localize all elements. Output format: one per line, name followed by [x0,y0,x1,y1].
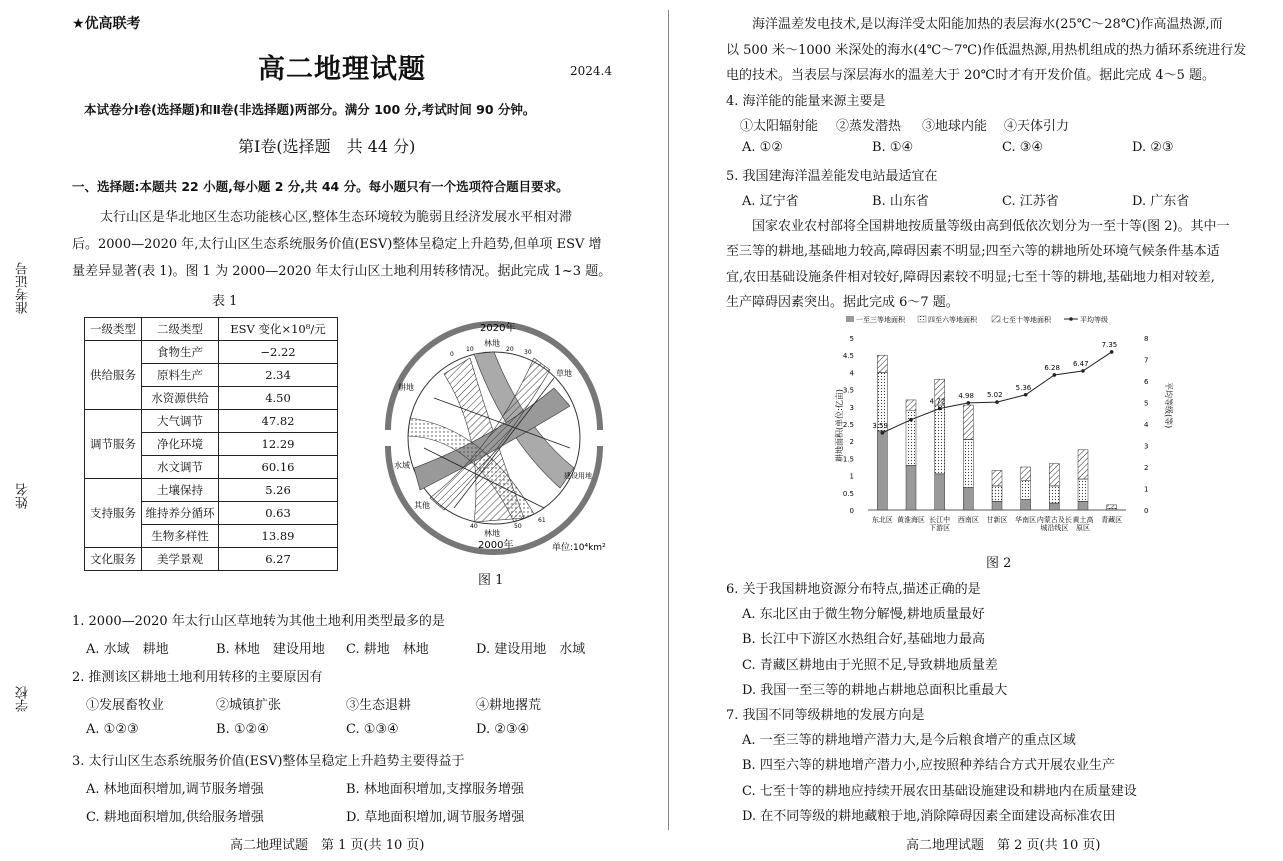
avg-grade-point [881,431,885,435]
fig1-label-forest-bottom: 林地 [484,529,500,538]
bar-segment [877,355,887,372]
q2-item: ①发展畜牧业 [86,698,165,713]
bar-segment [963,488,973,510]
x-tick-label: 内蒙古及长城沿线区 [1036,516,1072,532]
y-tick-left: 1.5 [842,455,854,464]
q1-option-b: B. 林地 建设用地 [216,642,325,657]
q2-option-b: B. ①②④ [216,722,269,737]
q4-option-d: D. ②③ [1132,140,1174,155]
data-label: 5.02 [987,391,1003,400]
q5-option-d: D. 广东省 [1132,194,1190,209]
fig1-unit: 单位:10⁴km² [552,543,606,553]
avg-grade-point [1053,373,1057,377]
table-row [85,410,338,433]
passage2-line: 至三等的耕地,基础地力较高,障碍因素不明显;四至六等的耕地所处环境气候条件基本适 [726,244,1220,259]
table-group: 供给服务 [85,341,142,410]
table-group: 支持服务 [85,479,142,548]
legend-marker [1069,317,1073,321]
y-axis-label-left: 耕地面积(单位:亿亩) [835,389,844,462]
side-label-school: 学校 [16,686,31,712]
q3-option-b: B. 林地面积增加,支撑服务增强 [346,782,524,797]
data-label: 7.35 [1101,340,1118,349]
y-axis-label-right: 平均等级(等) [1164,382,1173,429]
q1-stem: 1. 2000—2020 年太行山区草地转为其他土地利用类型最多的是 [72,614,445,629]
q3-option-c: C. 耕地面积增加,供给服务增强 [86,810,264,825]
bar-segment [1021,500,1031,510]
y-tick-right: 6 [1144,378,1149,386]
y-tick-left: 2 [849,438,854,447]
passage2-line: 国家农业农村部将全国耕地按质量等级由高到低依次划分为一至十等(图 2)。其中一 [752,219,1230,234]
passage2-line: 宜,农田基础设施条件相对较好,障碍因素较不明显;七至十等的耕地,基础地力相对较差, [726,270,1215,285]
table-group: 文化服务 [85,548,142,571]
q7-option-b: B. 四至六等的耕地增产潜力小,应按照种养结合方式开展农业生产 [742,758,1115,773]
bar-segment [1078,450,1088,479]
side-label-exam-id: 准考证号 [16,262,31,314]
table-row [85,548,338,571]
intro-line: 以 500 米～1000 米深处的海水(4℃～7℃)作低温热源,用热机组成的热力循环系统进行发 [726,43,1247,58]
table-cell: 生物多样性 [142,525,219,548]
data-label: 6.28 [1044,363,1060,372]
bar-segment [1021,467,1031,481]
q6-option-b: B. 长江中下游区水热组合好,基础地力最高 [742,632,985,647]
table-cell: 12.29 [219,433,338,456]
q2-option-d: D. ②③④ [476,722,530,737]
table-cell: 6.27 [219,548,338,571]
table-cell: 47.82 [219,410,338,433]
bar-segment [935,405,945,474]
table-cell: 食物生产 [142,341,219,364]
y-tick-left: 3.5 [842,386,854,395]
fig1-label-farmland: 耕地 [398,383,414,392]
avg-grade-point [909,418,913,422]
q2-item: ②城镇扩张 [216,698,282,713]
data-label: 6.47 [1073,359,1089,368]
y-tick-right: 5 [1144,399,1149,408]
y-tick-right: 8 [1144,335,1149,343]
avg-grade-point [967,401,971,405]
table-header-row [85,318,338,341]
table-header: 二级类型 [142,318,219,341]
q6-stem: 6. 关于我国耕地资源分布特点,描述正确的是 [726,582,981,597]
bar-segment [992,501,1002,510]
chart-legend [846,315,1108,324]
q6-option-d: D. 我国一至三等的耕地占耕地总面积比重最大 [742,683,1008,698]
table-caption: 表 1 [212,294,238,309]
table-row [85,479,338,502]
y-tick-left: 3 [849,403,854,412]
fig1-label-forest-top: 林地 [484,339,500,348]
avg-grade-point [938,407,942,411]
exam-date: 2024.4 [570,64,612,78]
q1-option-d: D. 建设用地 水域 [476,642,586,657]
q4-item: ①太阳辐射能 [740,119,819,134]
q7-option-c: C. 七至十等的耕地应持续开展农田基础设施建设和耕地内在质量建设 [742,784,1137,799]
passage-line: 太行山区是华北地区生态功能核心区,整体生态环境较为脆弱且经济发展水平相对滞 [100,210,573,225]
q4-item: ②蒸发潜热 [836,119,902,134]
section-title: 第Ⅰ卷(选择题 共 44 分) [238,137,416,156]
passage2-line: 生产障碍因素突出。据此完成 6～7 题。 [726,295,959,310]
avg-grade-point [1110,350,1114,354]
table-cell: 维持养分循环 [142,502,219,525]
q7-option-a: A. 一至三等的耕地增产潜力大,是今后粮食增产的重点区域 [742,733,1076,748]
x-tick-label: 华南区 [1015,516,1037,524]
fig1-top-year: 2020年 [480,323,516,334]
bar-segment [992,470,1002,485]
q4-item: ③地球内能 [922,119,988,134]
fig1-label-water: 水域 [394,461,410,470]
q1-option-a: A. 水域 耕地 [86,642,169,657]
q1-option-c: C. 耕地 林地 [346,642,429,657]
bar-segment [1107,505,1117,508]
legend-entry: 七至十等地面积 [1002,316,1051,324]
fig1-label-other: 其他 [414,501,430,510]
table-header: ESV 变化×10⁸/元 [219,318,338,341]
table-row [85,341,338,364]
figure1-caption: 图 1 [478,573,504,588]
x-tick-label: 西南区 [957,516,979,524]
right-page-footer: 高二地理试题 第 2 页(共 10 页) [906,838,1101,853]
fig1-tick: 40 [470,523,478,530]
bar-segment [1049,503,1059,510]
table-cell: 13.89 [219,525,338,548]
legend-swatch [992,316,1000,322]
y-tick-right: 0 [1144,507,1149,515]
legend-entry: 一至三等地面积 [856,316,905,324]
bar-segment [1078,479,1088,501]
bar-segment [906,400,916,410]
q5-option-a: A. 辽宁省 [742,194,799,209]
table-cell: 美学景观 [142,548,219,571]
table-cell: 净化环境 [142,433,219,456]
avg-grade-point [1081,369,1085,373]
bar-segment [1078,501,1088,510]
q4-stem: 4. 海洋能的能量来源主要是 [726,94,886,109]
legend-entry: 平均等级 [1080,316,1108,324]
table-cell: 土壤保持 [142,479,219,502]
fig1-label-grass: 草地 [556,369,572,378]
q4-option-c: C. ③④ [1002,140,1044,155]
esv-table [84,317,338,571]
table-header: 一级类型 [85,318,142,341]
avg-grade-point [1024,393,1028,397]
q4-option-b: B. ①④ [872,140,914,155]
q5-option-c: C. 江苏省 [1002,194,1059,209]
page-divider [668,10,669,830]
table-cell: 水文调节 [142,456,219,479]
table-cell: 大气调节 [142,410,219,433]
x-tick-label: 黄淮海区 [897,516,925,524]
fig1-bottom-year: 2000年 [478,540,514,551]
table-cell: 60.16 [219,456,338,479]
q2-stem: 2. 推测该区耕地土地利用转移的主要原因有 [72,670,323,685]
y-tick-right: 4 [1144,421,1149,429]
y-tick-right: 7 [1144,356,1149,365]
bar-segment [992,486,1002,501]
y-tick-right: 1 [1144,485,1149,494]
exam-info: 本试卷分Ⅰ卷(选择题)和Ⅱ卷(非选择题)两部分。满分 100 分,考试时间 90 分钟。 [84,102,536,117]
bar-segment [963,405,973,439]
q5-option-b: B. 山东省 [872,194,929,209]
side-label-name: 姓名 [16,483,31,509]
q3-option-d: D. 草地面积增加,调节服务增强 [346,810,525,825]
intro-line: 海洋温差发电技术,是以海洋受太阳能加热的表层海水(25℃～28℃)作高温热源,而 [752,17,1223,32]
data-label: 5.36 [1015,383,1032,392]
data-label: 4.98 [958,391,974,400]
y-tick-left: 1 [849,472,854,481]
y-tick-left: 0.5 [842,489,854,498]
x-tick-label: 甘新区 [986,516,1008,524]
bar-segment [906,465,916,510]
table-cell: 水资源供给 [142,387,219,410]
figure2-chart [826,312,1171,540]
bar-segment [1107,508,1117,510]
fig1-tick: 10 [466,346,474,353]
bar-segment [935,474,945,510]
fig1-tick: 50 [514,523,522,530]
data-label: 4.72 [929,397,946,406]
table-cell: 原料生产 [142,364,219,387]
figure2-caption: 图 2 [986,556,1012,571]
q2-item: ③生态退耕 [346,698,412,713]
q7-option-d: D. 在不同等级的耕地藏粮于地,消除障碍因素全面建设高标准农田 [742,809,1116,824]
left-page-footer: 高二地理试题 第 1 页(共 10 页) [230,838,425,853]
badge: ★优高联考 [72,16,141,32]
passage-line: 后。2000—2020 年,太行山区生态系统服务价值(ESV)整体呈稳定上升趋势,但单项 ESV 增 [72,237,602,252]
y-tick-left: 0 [849,507,854,515]
x-tick-label: 东北区 [871,516,893,524]
q4-item: ④天体引力 [1004,119,1070,134]
table-cell: −2.22 [219,341,338,364]
part-title: 一、选择题:本题共 22 小题,每小题 2 分,共 44 分。每小题只有一个选项符合题目要求。 [72,179,569,194]
legend-swatch [846,316,854,322]
q7-stem: 7. 我国不同等级耕地的发展方向是 [726,708,925,723]
y-tick-left: 5 [849,335,854,343]
q6-option-a: A. 东北区由于微生物分解慢,耕地质量最好 [742,607,985,622]
fig1-tick: 30 [524,349,532,356]
passage-line: 量差异显著(表 1)。图 1 为 2000—2020 年太行山区土地利用转移情况。据此完成 1~3 题。 [72,264,612,279]
q2-option-a: A. ①②③ [86,722,139,737]
table-cell: 4.50 [219,387,338,410]
table-cell: 2.34 [219,364,338,387]
x-tick-label: 青藏区 [1101,516,1123,524]
table-cell: 0.63 [219,502,338,525]
x-tick-label: 黄土高原区 [1072,516,1094,532]
bar-segment [963,439,973,487]
y-tick-left: 2.5 [842,421,854,429]
y-tick-right: 3 [1144,442,1149,451]
bar-segment [1021,481,1031,500]
page-title: 高二地理试题 [258,54,426,85]
q5-stem: 5. 我国建海洋温差能发电站最适宜在 [726,169,938,184]
y-tick-right: 2 [1144,464,1149,472]
legend-swatch [918,316,926,322]
bar-segment [877,431,887,510]
fig1-tick: 0 [450,351,454,358]
q4-option-a: A. ①② [742,140,783,155]
bar-segment [1049,486,1059,503]
fig1-label-built: 建设用地 [564,472,592,480]
legend-entry: 四至六等地面积 [928,316,977,324]
x-tick-label: 长江中下游区 [929,516,951,532]
q3-stem: 3. 太行山区生态系统服务价值(ESV)整体呈稳定上升趋势主要得益于 [72,754,465,769]
avg-grade-point [995,400,999,404]
y-tick-left: 4 [849,369,854,378]
q2-item: ④耕地撂荒 [476,698,542,713]
q6-option-c: C. 青藏区耕地由于光照不足,导致耕地质量差 [742,658,998,673]
table-cell: 5.26 [219,479,338,502]
table-group: 调节服务 [85,410,142,479]
intro-line: 电的技术。当表层与深层海水的温差大于 20℃时才有开发价值。据此完成 4～5 题。 [726,68,1216,83]
bar-segment [1049,464,1059,486]
figure1-chord-diagram [374,318,614,558]
data-label: 3.59 [872,421,888,430]
q3-option-a: A. 林地面积增加,调节服务增强 [86,782,264,797]
y-tick-left: 4.5 [842,352,854,361]
q2-option-c: C. ①③④ [346,722,399,737]
fig1-tick: 61 [538,517,546,524]
fig1-tick: 20 [506,346,514,353]
